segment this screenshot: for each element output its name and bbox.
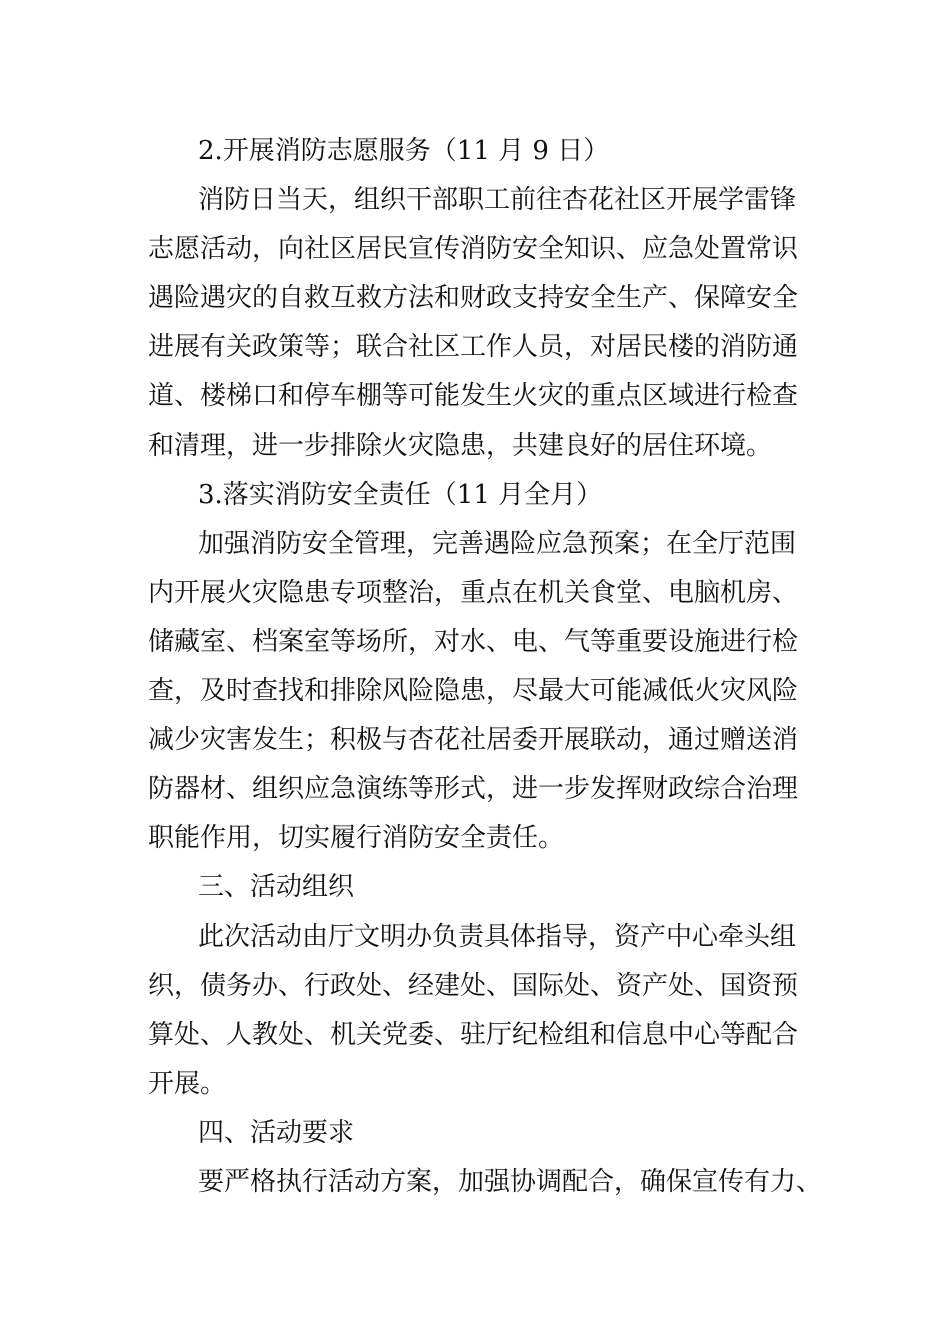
section-heading-organization: 三、活动组织	[198, 872, 355, 903]
paragraph-line: 储藏室、档案室等场所，对水、电、气等重要设施进行检	[148, 626, 799, 657]
paragraph-line: 查，及时查找和排除风险隐患，尽最大可能减低火灾风险	[148, 676, 799, 707]
paragraph-line: 减少灾害发生；积极与杏花社居委开展联动，通过赠送消	[148, 725, 799, 756]
paragraph-line: 消防日当天，组织干部职工前往杏花社区开展学雷锋	[198, 185, 797, 216]
paragraph-line: 遇险遇灾的自救互救方法和财政支持安全生产、保障安全	[148, 283, 799, 314]
subheading-safety-responsibility: 3.落实消防安全责任（11 月全月）	[198, 479, 603, 510]
paragraph-line: 道、楼梯口和停车棚等可能发生火灾的重点区域进行检查	[148, 381, 799, 412]
paragraph-line: 织，债务办、行政处、经建处、国际处、资产处、国资预	[148, 970, 799, 1001]
paragraph-line: 志愿活动，向社区居民宣传消防安全知识、应急处置常识	[148, 234, 799, 265]
paragraph-line: 此次活动由厅文明办负责具体指导，资产中心牵头组	[198, 921, 797, 952]
paragraph-line: 和清理，进一步排除火灾隐患，共建良好的居住环境。	[148, 430, 773, 461]
paragraph-line: 加强消防安全管理，完善遇险应急预案；在全厅范围	[198, 528, 797, 559]
paragraph-line: 职能作用，切实履行消防安全责任。	[148, 823, 565, 854]
paragraph-line: 内开展火灾隐患专项整治，重点在机关食堂、电脑机房、	[148, 577, 799, 608]
paragraph-line: 要严格执行活动方案，加强协调配合，确保宣传有力、	[198, 1166, 823, 1197]
paragraph-line: 进展有关政策等；联合社区工作人员，对居民楼的消防通	[148, 332, 799, 363]
paragraph-line: 防器材、组织应急演练等形式，进一步发挥财政综合治理	[148, 774, 799, 805]
document-body	[148, 127, 828, 1207]
section-heading-requirements: 四、活动要求	[198, 1117, 355, 1148]
subheading-volunteer-service: 2.开展消防志愿服务（11 月 9 日）	[198, 136, 610, 166]
paragraph-line: 开展。	[148, 1068, 227, 1099]
paragraph-line: 算处、人教处、机关党委、驻厅纪检组和信息中心等配合	[148, 1019, 799, 1050]
